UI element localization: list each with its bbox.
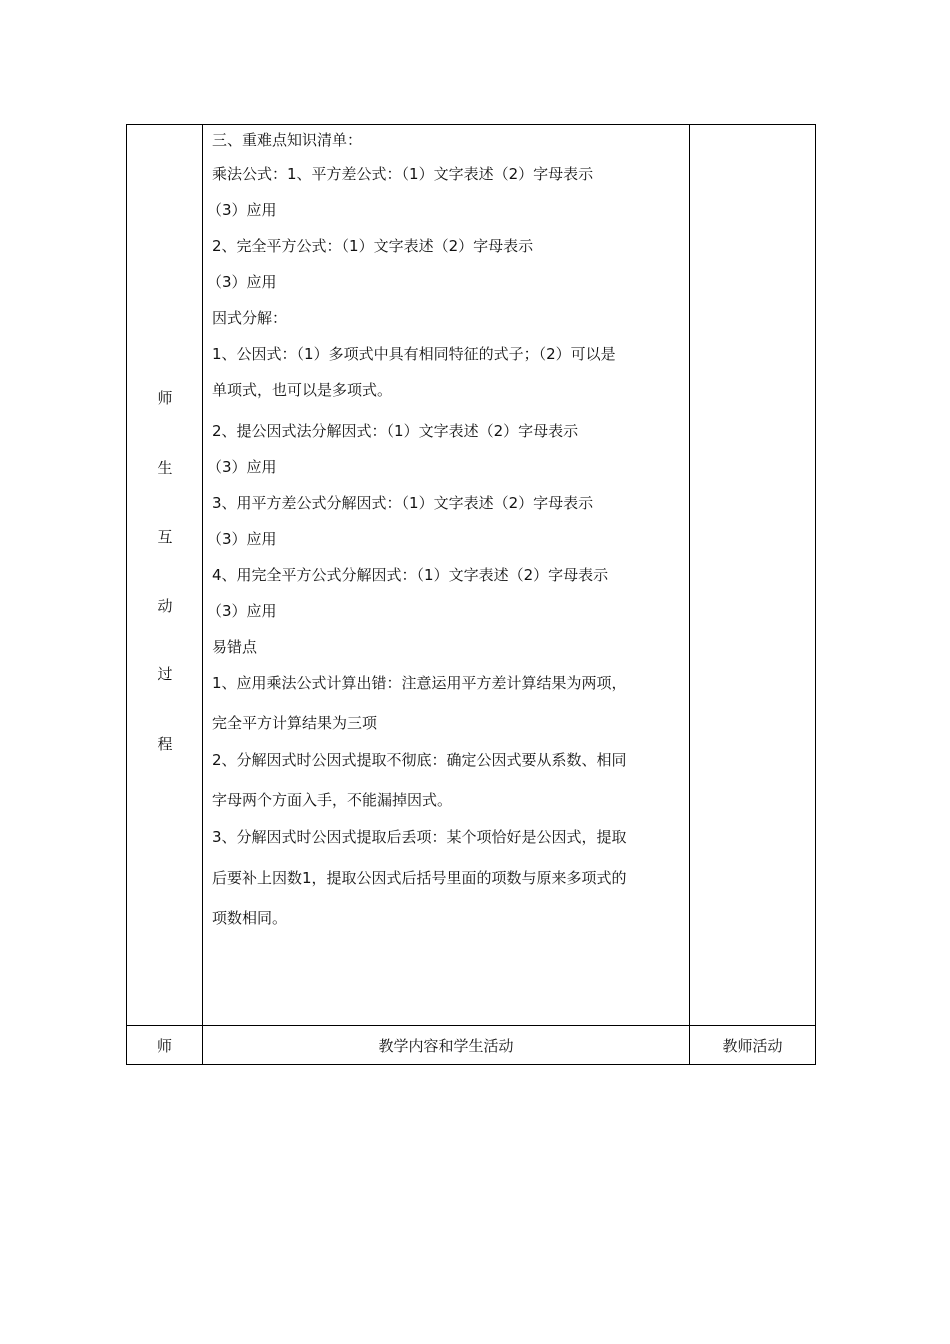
teacher-activity-cell [690, 125, 816, 1026]
content-line: 2、提公因式法分解因式：（1）文字表述（2）字母表示 [212, 422, 579, 440]
lesson-table [126, 124, 816, 1065]
content-line: （3）应用 [207, 201, 277, 219]
side-label-char: 师 [157, 389, 173, 407]
content-line: 1、公因式：（1）多项式中具有相同特征的式子；（2）可以是 [212, 345, 616, 363]
side-label-char: 动 [157, 597, 173, 615]
content-line: 易错点 [212, 638, 258, 656]
side-label-char: 互 [157, 528, 173, 546]
content-line: （3）应用 [207, 458, 277, 476]
content-line: 后要补上因数1，提取公因式后括号里面的项数与原来多项式的 [212, 869, 627, 887]
side-label-cell [127, 125, 203, 1026]
content-line: 2、分解因式时公因式提取不彻底：确定公因式要从系数、相同 [212, 751, 627, 769]
side-label-char: 生 [157, 459, 173, 477]
content-line: 完全平方计算结果为三项 [212, 714, 378, 732]
footer-right-label: 教师活动 [690, 1026, 816, 1065]
footer-row [127, 1026, 816, 1065]
content-line: （3）应用 [207, 530, 277, 548]
content-line: 3、分解因式时公因式提取后丢项：某个项恰好是公因式，提取 [212, 828, 627, 846]
content-line: （3）应用 [207, 273, 277, 291]
side-label-char: 过 [157, 665, 173, 683]
content-line: 字母两个方面入手，不能漏掉因式。 [212, 791, 453, 809]
content-line: 4、用完全平方公式分解因式：（1）文字表述（2）字母表示 [212, 566, 609, 584]
side-label-char: 程 [157, 735, 173, 753]
content-line: 项数相同。 [212, 909, 288, 927]
content-line: 3、用平方差公式分解因式：（1）文字表述（2）字母表示 [212, 494, 594, 512]
content-cell [203, 125, 690, 1026]
main-row [127, 125, 816, 1026]
content-line: 因式分解： [212, 309, 288, 327]
content-line: 2、完全平方公式：（1）文字表述（2）字母表示 [212, 237, 534, 255]
content-line: 乘法公式：1、平方差公式：（1）文字表述（2）字母表示 [212, 165, 594, 183]
content-line: 1、应用乘法公式计算出错：注意运用平方差计算结果为两项， [212, 674, 627, 692]
content-line: （3）应用 [207, 602, 277, 620]
footer-middle-label: 教学内容和学生活动 [203, 1026, 690, 1065]
content-line: 三、重难点知识清单： [212, 131, 363, 149]
footer-left-label: 师 [127, 1026, 203, 1065]
content-line: 单项式，也可以是多项式。 [212, 381, 393, 399]
